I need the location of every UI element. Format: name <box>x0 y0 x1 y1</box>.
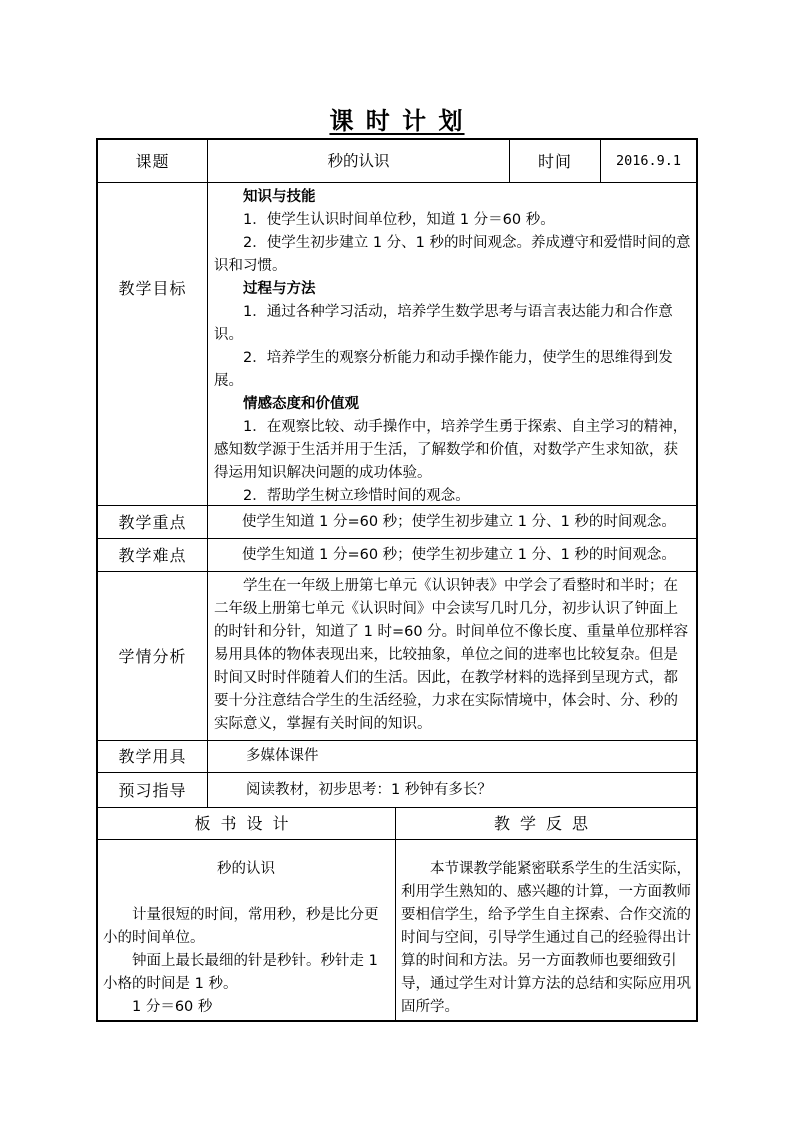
objectives-heading: 过程与方法 <box>243 281 316 297</box>
board-line: 计量很短的时间，常用秒，秒是比分更小的时间单位。 <box>103 907 379 946</box>
board-line: 钟面上最长最细的针是秒针。秒针走 1 小格的时间是 1 秒。 <box>103 953 378 992</box>
column-divider <box>395 807 396 1021</box>
objective-item: 2．培养学生的观察分析能力和动手操作能力，使学生的思维得到发展。 <box>214 350 673 389</box>
board-label: 板书设计 <box>194 814 299 833</box>
time-label: 时间 <box>537 151 572 171</box>
objective-item: 1．使学生认识时间单位秒，知道 1 分＝60 秒。 <box>243 212 555 228</box>
reflection-label: 教学反思 <box>493 814 598 833</box>
row-divider <box>96 839 698 840</box>
analysis-text: 学生在一年级上册第七单元《认识钟表》中学会了看整时和半时；在二年级上册第七单元《认识时间》中会读写几时几分，初步认识了钟面上的时针和分针，知道了 1 时=60 分。时间单位不像长度、重量单位那样容易用具体的物体表现出来，比较抽象，单位之间的进率也比较复杂。但是时间又时时伴随着人们的生活。因此，在教学材料的选择到呈现方式，都要十分注意结合学生的生活经验，力求在实际情境中，体会时、分、秒的实际意义，掌握有关时间的知识。 <box>214 578 689 732</box>
key-point-text: 使学生知道 1 分=60 秒；使学生初步建立 1 分、1 秒的时间观念。 <box>242 513 676 530</box>
board-content <box>103 858 389 1016</box>
reflection-content <box>401 858 691 1016</box>
difficulty-label: 教学难点 <box>118 545 187 565</box>
subject-value: 秒的认识 <box>327 151 390 170</box>
table-border-bottom <box>96 1020 698 1022</box>
key-point-label: 教学重点 <box>118 512 187 532</box>
column-divider <box>207 138 208 807</box>
objectives-heading: 情感态度和价值观 <box>243 396 359 412</box>
tools-label: 教学用具 <box>118 747 187 766</box>
objective-item: 2．使学生初步建立 1 分、1 秒的时间观念。养成遵守和爱惜时间的意识和习惯。 <box>214 235 691 274</box>
analysis-content <box>214 575 692 739</box>
subject-label: 课题 <box>135 151 170 171</box>
page-title: 课 时 计 划 <box>329 106 465 135</box>
preview-text: 阅读教材，初步思考：1 秒钟有多长？ <box>246 781 492 798</box>
preview-label: 预习指导 <box>118 780 187 800</box>
objective-item: 2．帮助学生树立珍惜时间的观念。 <box>243 488 470 504</box>
tools-text: 多媒体课件 <box>246 748 319 764</box>
reflection-text: 本节课教学能紧密联系学生的生活实际，利用学生熟知的、感兴趣的计算，一方面教师要相信学生，给予学生自主探索、合作交流的时间与空间，引导学生通过自己的经验得出计算的时间和方法。另一方面教师也要细致引导，通过学生对计算方法的总结和实际应用巩固所学。 <box>401 861 691 1015</box>
table-border-right <box>696 138 698 1022</box>
board-title: 秒的认识 <box>217 861 275 877</box>
objectives-label: 教学目标 <box>118 278 187 298</box>
objective-item: 1．在观察比较、动手操作中，培养学生勇于探索、自主学习的精神，感知数学源于生活并用于生活，了解数学和价值，对数学产生求知欲，获得运用知识解决问题的成功体验。 <box>214 419 688 481</box>
difficulty-text: 使学生知道 1 分=60 秒；使学生初步建立 1 分、1 秒的时间观念。 <box>242 546 676 563</box>
objective-item: 1．通过各种学习活动，培养学生数学思考与语言表达能力和合作意识。 <box>214 304 673 343</box>
objectives-content <box>214 186 692 504</box>
time-value: 2016.9.1 <box>615 152 682 169</box>
board-line: 1 分＝60 秒 <box>132 999 213 1015</box>
objectives-heading: 知识与技能 <box>243 189 316 205</box>
analysis-label: 学情分析 <box>118 646 187 666</box>
